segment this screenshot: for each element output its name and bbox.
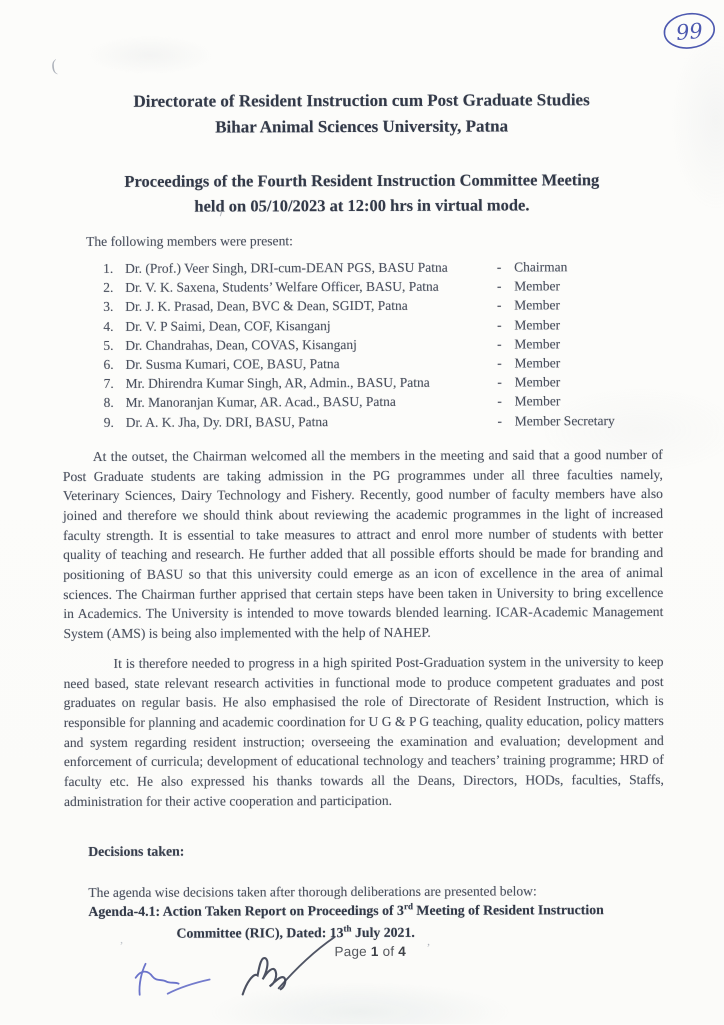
signature-blue-ink	[124, 953, 244, 1010]
member-row	[103, 276, 662, 297]
member-role: Member	[514, 316, 561, 333]
member-row	[103, 334, 662, 355]
member-dash: -	[496, 259, 502, 275]
member-dash: -	[497, 413, 502, 429]
member-number: 5.	[103, 337, 114, 353]
title-line-1: Proceedings of the Fourth Resident Instruction Committee Meeting	[124, 170, 600, 191]
member-role: Member Secretary	[514, 412, 615, 429]
member-dash: -	[496, 278, 502, 294]
member-number: 6.	[103, 356, 114, 372]
member-name: Dr. V. K. Saxena, Students’ Welfare Officer, BASU, Patna	[125, 278, 439, 296]
agenda-4-1-heading-line-1	[88, 899, 664, 923]
member-number: 4.	[103, 318, 114, 334]
member-name: Dr. J. K. Prasad, Dean, BVC & Dean, SGIDT, Patna	[125, 298, 408, 315]
page-number-text: 99	[675, 18, 704, 46]
member-number: 9.	[103, 414, 114, 430]
member-role: Member	[514, 297, 561, 313]
member-role: Member	[514, 278, 560, 294]
member-row	[103, 315, 662, 336]
member-name: Dr. (Prof.) Veer Singh, DRI-cum-DEAN PGS, BASU Patna	[125, 259, 448, 276]
member-name: Dr. Chandrahas, Dean, COVAS, Kisanganj	[125, 336, 357, 353]
member-dash: -	[497, 374, 502, 390]
member-name: Mr. Dhirendra Kumar Singh, AR, Admin., BASU, Patna	[125, 374, 430, 392]
member-name: Dr. V. P Saimi, Dean, COF, Kisanganj	[125, 317, 331, 334]
handwritten-page-number	[660, 9, 718, 53]
member-number: 8.	[103, 395, 114, 411]
pen-paren-mark: (	[50, 55, 59, 76]
page-word: Page	[334, 943, 367, 960]
member-row	[104, 391, 663, 412]
member-dash: -	[497, 355, 502, 371]
member-role: Member	[514, 374, 561, 390]
agenda-line1-text: Agenda-4.1: Action Taken Report on Proceedings of 3	[88, 903, 404, 920]
member-name: Dr. Susma Kumari, COE, BASU, Patna	[125, 356, 340, 372]
member-row	[103, 295, 662, 316]
page-number-label	[335, 944, 407, 959]
pen-speck-left: ’	[119, 938, 124, 953]
member-row	[104, 411, 663, 432]
ordinal-superscript: th	[343, 923, 352, 934]
member-dash: -	[497, 297, 502, 313]
member-name: Dr. A. K. Jha, Dy. DRI, BASU, Patna	[125, 413, 329, 430]
member-number: 2.	[103, 280, 114, 296]
org-location: Bihar Animal Sciences University, Patna	[215, 116, 509, 137]
member-row	[103, 257, 662, 278]
member-row	[104, 372, 663, 393]
total-pages: 4	[398, 943, 407, 959]
member-number: 3.	[103, 299, 114, 315]
attendance-intro: The following members were present:	[86, 233, 293, 249]
current-page: 1	[370, 943, 379, 959]
agenda-line2-rest: July 2021.	[351, 925, 415, 941]
member-row	[103, 353, 662, 374]
member-dash: -	[497, 393, 502, 409]
letterhead	[62, 87, 662, 141]
document-title	[62, 167, 662, 219]
title-line-2: held on 05/10/2023 at 12:00 hrs in virtual mode.	[194, 195, 530, 216]
org-name: Directorate of Resident Instruction cum Post Graduate Studies	[133, 90, 590, 111]
member-role: Member	[514, 336, 561, 352]
member-number: 7.	[103, 376, 114, 392]
agenda-line2-text: Committee (RIC), Dated: 13	[176, 925, 344, 942]
signature-dark-ink	[234, 928, 344, 1011]
member-role: Member	[514, 355, 561, 371]
members-list	[103, 257, 663, 432]
member-name: Mr. Manoranjan Kumar, AR. Acad., BASU, Patna	[125, 394, 396, 411]
of-word: of	[382, 943, 395, 959]
member-number: 1.	[103, 260, 114, 276]
agenda-line1-rest: Meeting of Resident Instruction	[412, 902, 604, 919]
ordinal-superscript: rd	[403, 901, 413, 912]
member-role: Chairman	[514, 259, 568, 275]
paragraph-opening-remarks: At the outset, the Chairman welcomed all the members in the meeting and said that a good number of Post Graduate students are taking admission in the PG programmes under all three faculties namely, Veterinary Sciences, Dairy Technology and Fishery. Recently, good number of faculty members have also joined and therefore we should think about reviewing the academic programmes in the light of increased faculty strength. It is essential to take measures to attract and enrol more number of students with better quality of teaching and research. He further added that all possible efforts should be made for branding and positioning of BASU so that this university could emerge as an icon of excellence in the area of animal sciences. The Chairman further apprised that certain steps have been taken in University to bring excellence in Academics. The University is intended to move towards blended learning. ICAR-Academic Management System (AMS) is being also implemented with the help of NAHEP.	[62, 446, 664, 642]
agenda-intro: The agenda wise decisions taken after thorough deliberations are presented below:	[88, 883, 537, 901]
member-dash: -	[497, 336, 502, 352]
pen-speck-right: ’	[426, 940, 431, 955]
decisions-heading: Decisions taken:	[88, 844, 185, 860]
paragraph-directorate-role: It is therefore needed to progress in a high spirited Post-Graduation system in the university to keep need based, state relevant research activities in functional mode to produce competent graduates and post graduates on regular basis. He also emphasised the role of Directorate of Resident Instruction, which is responsible for planning and academic coordination for U G & P G teaching, quality education, policy matters and system regarding resident instruction; overseeing the examination and evaluation; development and enforcement of curricula; development of educational technology and teachers’ training programme; HRD of faculty etc. He also expressed his thanks towards all the Deans, Directors, HODs, faculties, Staffs, administration for their active cooperation and participation.	[63, 653, 664, 809]
member-dash: -	[497, 317, 502, 333]
member-role: Member	[514, 393, 561, 409]
